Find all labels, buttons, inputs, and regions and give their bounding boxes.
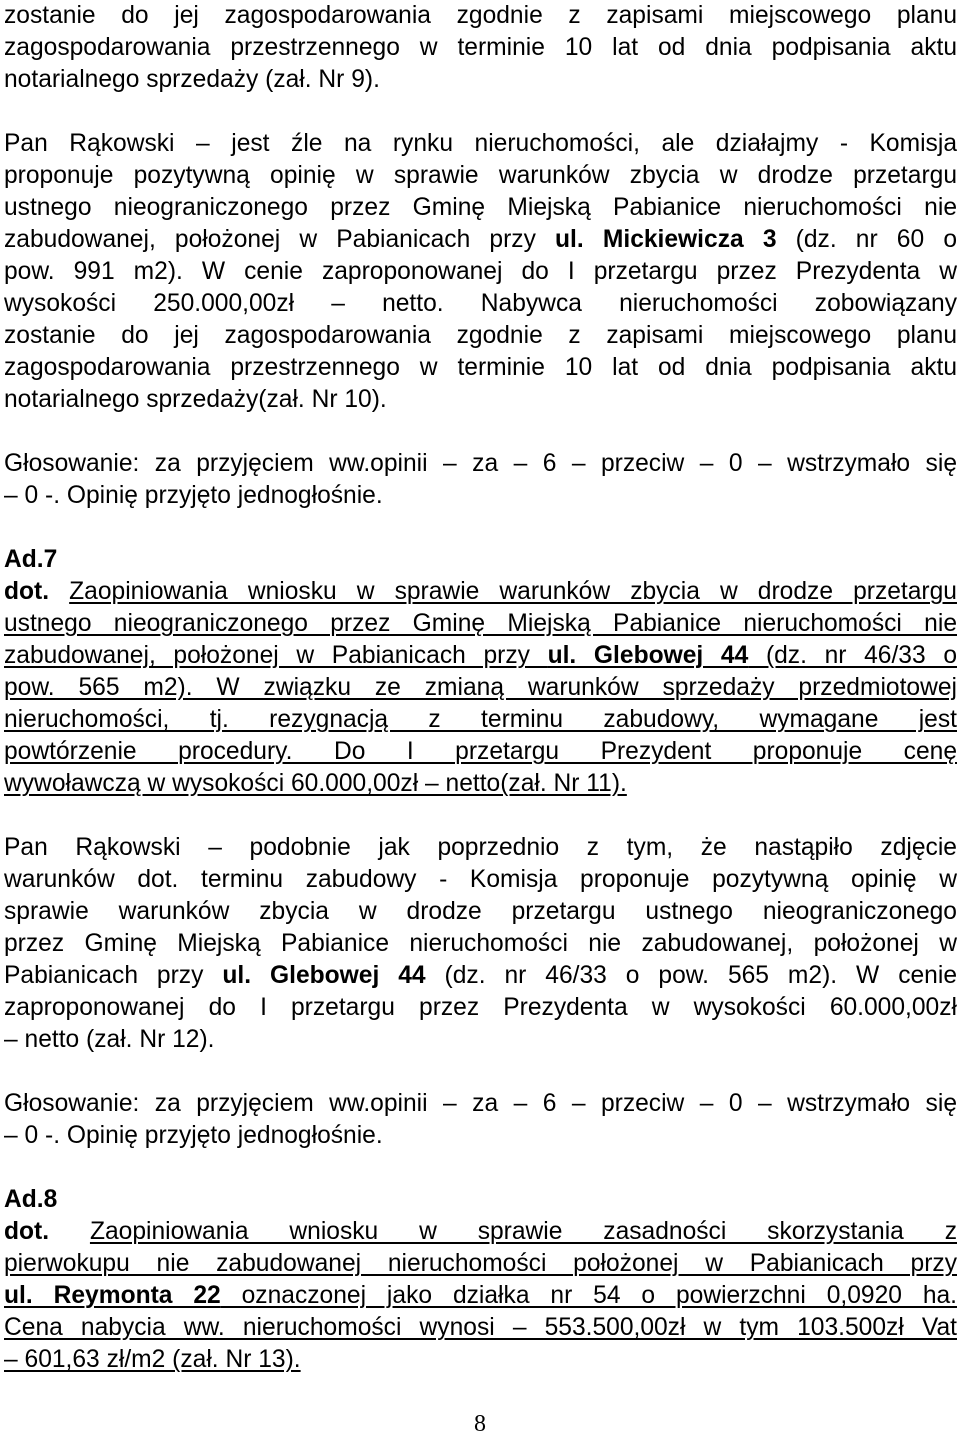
- agenda-topic-line: [4, 672, 957, 704]
- agenda-topic-line: [4, 1344, 957, 1376]
- text-run: Pabianicach przy: [4, 962, 223, 989]
- body-line: [4, 864, 957, 896]
- text-run: [49, 578, 69, 605]
- vote-result-line: [4, 480, 957, 512]
- agenda-topic-line: [4, 1248, 957, 1280]
- body-line: [4, 832, 957, 864]
- body-line: [4, 288, 957, 320]
- text-run: notarialnego sprzedaży (zał. Nr 9).: [4, 66, 380, 93]
- vote-line: [4, 1088, 957, 1120]
- body-line: [4, 128, 957, 160]
- text-run: Cena nabycia ww. nieruchomości wynosi – 553.500,00zł w tym 103.500zł Vat: [4, 1314, 957, 1341]
- text-run: przez Gminę Miejską Pabianice nieruchomości nie zabudowanej, położonej w: [4, 930, 957, 957]
- text-run: – 0 -. Opinię przyjęto jednogłośnie.: [4, 1122, 383, 1149]
- text-run: ul. Glebowej 44: [547, 642, 749, 669]
- agenda-topic-line: [4, 576, 957, 608]
- agenda-topic-line: [4, 768, 957, 800]
- agenda-topic-line: [4, 1312, 957, 1344]
- text-run: zostanie do jej zagospodarowania zgodnie z zapisami miejscowego planu: [4, 322, 957, 349]
- body-line: [4, 32, 957, 64]
- text-run: wywoławczą w wysokości 60.000,00zł – netto(zał. Nr 11).: [4, 770, 627, 797]
- text-run: Zaopiniowania wniosku w sprawie zasadności skorzystania z: [89, 1218, 957, 1245]
- body-line: [4, 992, 957, 1024]
- text-run: (dz. nr 46/33 o: [748, 642, 957, 669]
- text-run: zabudowanej, położonej w Pabianicach przy: [4, 226, 556, 253]
- text-run: wysokości 250.000,00zł – netto. Nabywca nieruchomości zobowiązany: [4, 290, 957, 317]
- body-line: [4, 320, 957, 352]
- text-run: zagospodarowania przestrzennego w terminie 10 lat od dnia podpisania aktu: [4, 34, 957, 61]
- text-run: – netto (zał. Nr 12).: [4, 1026, 215, 1053]
- text-run: Pan Rąkowski – podobnie jak poprzednio z tym, że nastąpiło zdjęcie: [4, 834, 957, 861]
- body-line: [4, 160, 957, 192]
- text-run: proponuje pozytywną opinię w sprawie warunków zbycia w drodze przetargu: [4, 162, 957, 189]
- text-run: pierwokupu nie zabudowanej nieruchomości położonej w Pabianicach przy: [4, 1250, 957, 1277]
- text-run: Zaopiniowania wniosku w sprawie warunków zbycia w drodze przetargu: [69, 578, 957, 605]
- text-run: pow. 991 m2). W cenie zaproponowanej do I przetargu przez Prezydenta w: [4, 258, 957, 285]
- text-run: ul. Reymonta 22: [4, 1282, 221, 1309]
- text-run: ustnego nieograniczonego przez Gminę Miejską Pabianice nieruchomości nie: [4, 194, 957, 221]
- body-line: [4, 928, 957, 960]
- text-run: (dz. nr 46/33 o pow. 565 m2). W cenie: [425, 962, 957, 989]
- agenda-topic-line: [4, 608, 957, 640]
- text-run: zabudowanej, położonej w Pabianicach przy: [4, 642, 548, 669]
- text-run: Ad.8: [4, 1186, 58, 1213]
- body-line: [4, 384, 957, 416]
- text-run: oznaczonej jako działka nr 54 o powierzchni 0,0920 ha.: [220, 1282, 957, 1309]
- body-line: [4, 960, 957, 992]
- agenda-topic-line: [4, 1280, 957, 1312]
- agenda-topic-line: [4, 640, 957, 672]
- vote-line: [4, 448, 957, 480]
- text-run: Pan Rąkowski – jest źle na rynku nieruchomości, ale działajmy - Komisja: [4, 130, 957, 157]
- agenda-topic-line: [4, 704, 957, 736]
- vote-result-line: [4, 1120, 957, 1152]
- text-run: zaproponowanej do I przetargu przez Prezydenta w wysokości 60.000,00zł: [4, 994, 957, 1021]
- text-run: [49, 1218, 90, 1245]
- body-line: [4, 1024, 957, 1056]
- agenda-heading-ad7: [4, 544, 957, 576]
- body-line: [4, 896, 957, 928]
- text-run: sprawie warunków zbycia w drodze przetargu ustnego nieograniczonego: [4, 898, 957, 925]
- text-run: notarialnego sprzedaży(zał. Nr 10).: [4, 386, 387, 413]
- text-run: nieruchomości, tj. rezygnacją z terminu zabudowy, wymagane jest: [4, 706, 957, 733]
- text-run: zostanie do jej zagospodarowania zgodnie z zapisami miejscowego planu: [4, 2, 957, 29]
- document-page: [4, 0, 957, 1440]
- agenda-topic-line: [4, 1216, 957, 1248]
- agenda-topic-line: [4, 736, 957, 768]
- agenda-heading-ad8: [4, 1184, 957, 1216]
- text-run: warunków dot. terminu zabudowy - Komisja proponuje pozytywną opinię w: [4, 866, 957, 893]
- text-run: ustnego nieograniczonego przez Gminę Miejską Pabianice nieruchomości nie: [4, 610, 957, 637]
- text-run: ul. Mickiewicza 3: [555, 226, 777, 253]
- body-line: [4, 192, 957, 224]
- body-line: [4, 224, 957, 256]
- text-run: Ad.7: [4, 546, 58, 573]
- body-line: [4, 64, 957, 96]
- text-run: zagospodarowania przestrzennego w terminie 10 lat od dnia podpisania aktu: [4, 354, 957, 381]
- text-run: – 601,63 zł/m2 (zał. Nr 13).: [4, 1346, 301, 1373]
- text-run: pow. 565 m2). W związku ze zmianą warunków sprzedaży przedmiotowej: [4, 674, 957, 701]
- text-run: ul. Glebowej 44: [222, 962, 426, 989]
- text-run: Głosowanie: za przyjęciem ww.opinii – za – 6 – przeciw – 0 – wstrzymało się: [4, 450, 957, 477]
- text-run: dot.: [4, 1218, 50, 1245]
- text-run: Głosowanie: za przyjęciem ww.opinii – za – 6 – przeciw – 0 – wstrzymało się: [4, 1090, 957, 1117]
- body-line: [4, 0, 957, 32]
- text-run: (dz. nr 60 o: [776, 226, 957, 253]
- page-number: 8: [474, 1411, 486, 1437]
- body-line: [4, 352, 957, 384]
- body-line: [4, 256, 957, 288]
- text-run: powtórzenie procedury. Do I przetargu Prezydent proponuje cenę: [4, 738, 957, 765]
- text-run: – 0 -. Opinię przyjęto jednogłośnie.: [4, 482, 383, 509]
- text-run: dot.: [4, 578, 50, 605]
